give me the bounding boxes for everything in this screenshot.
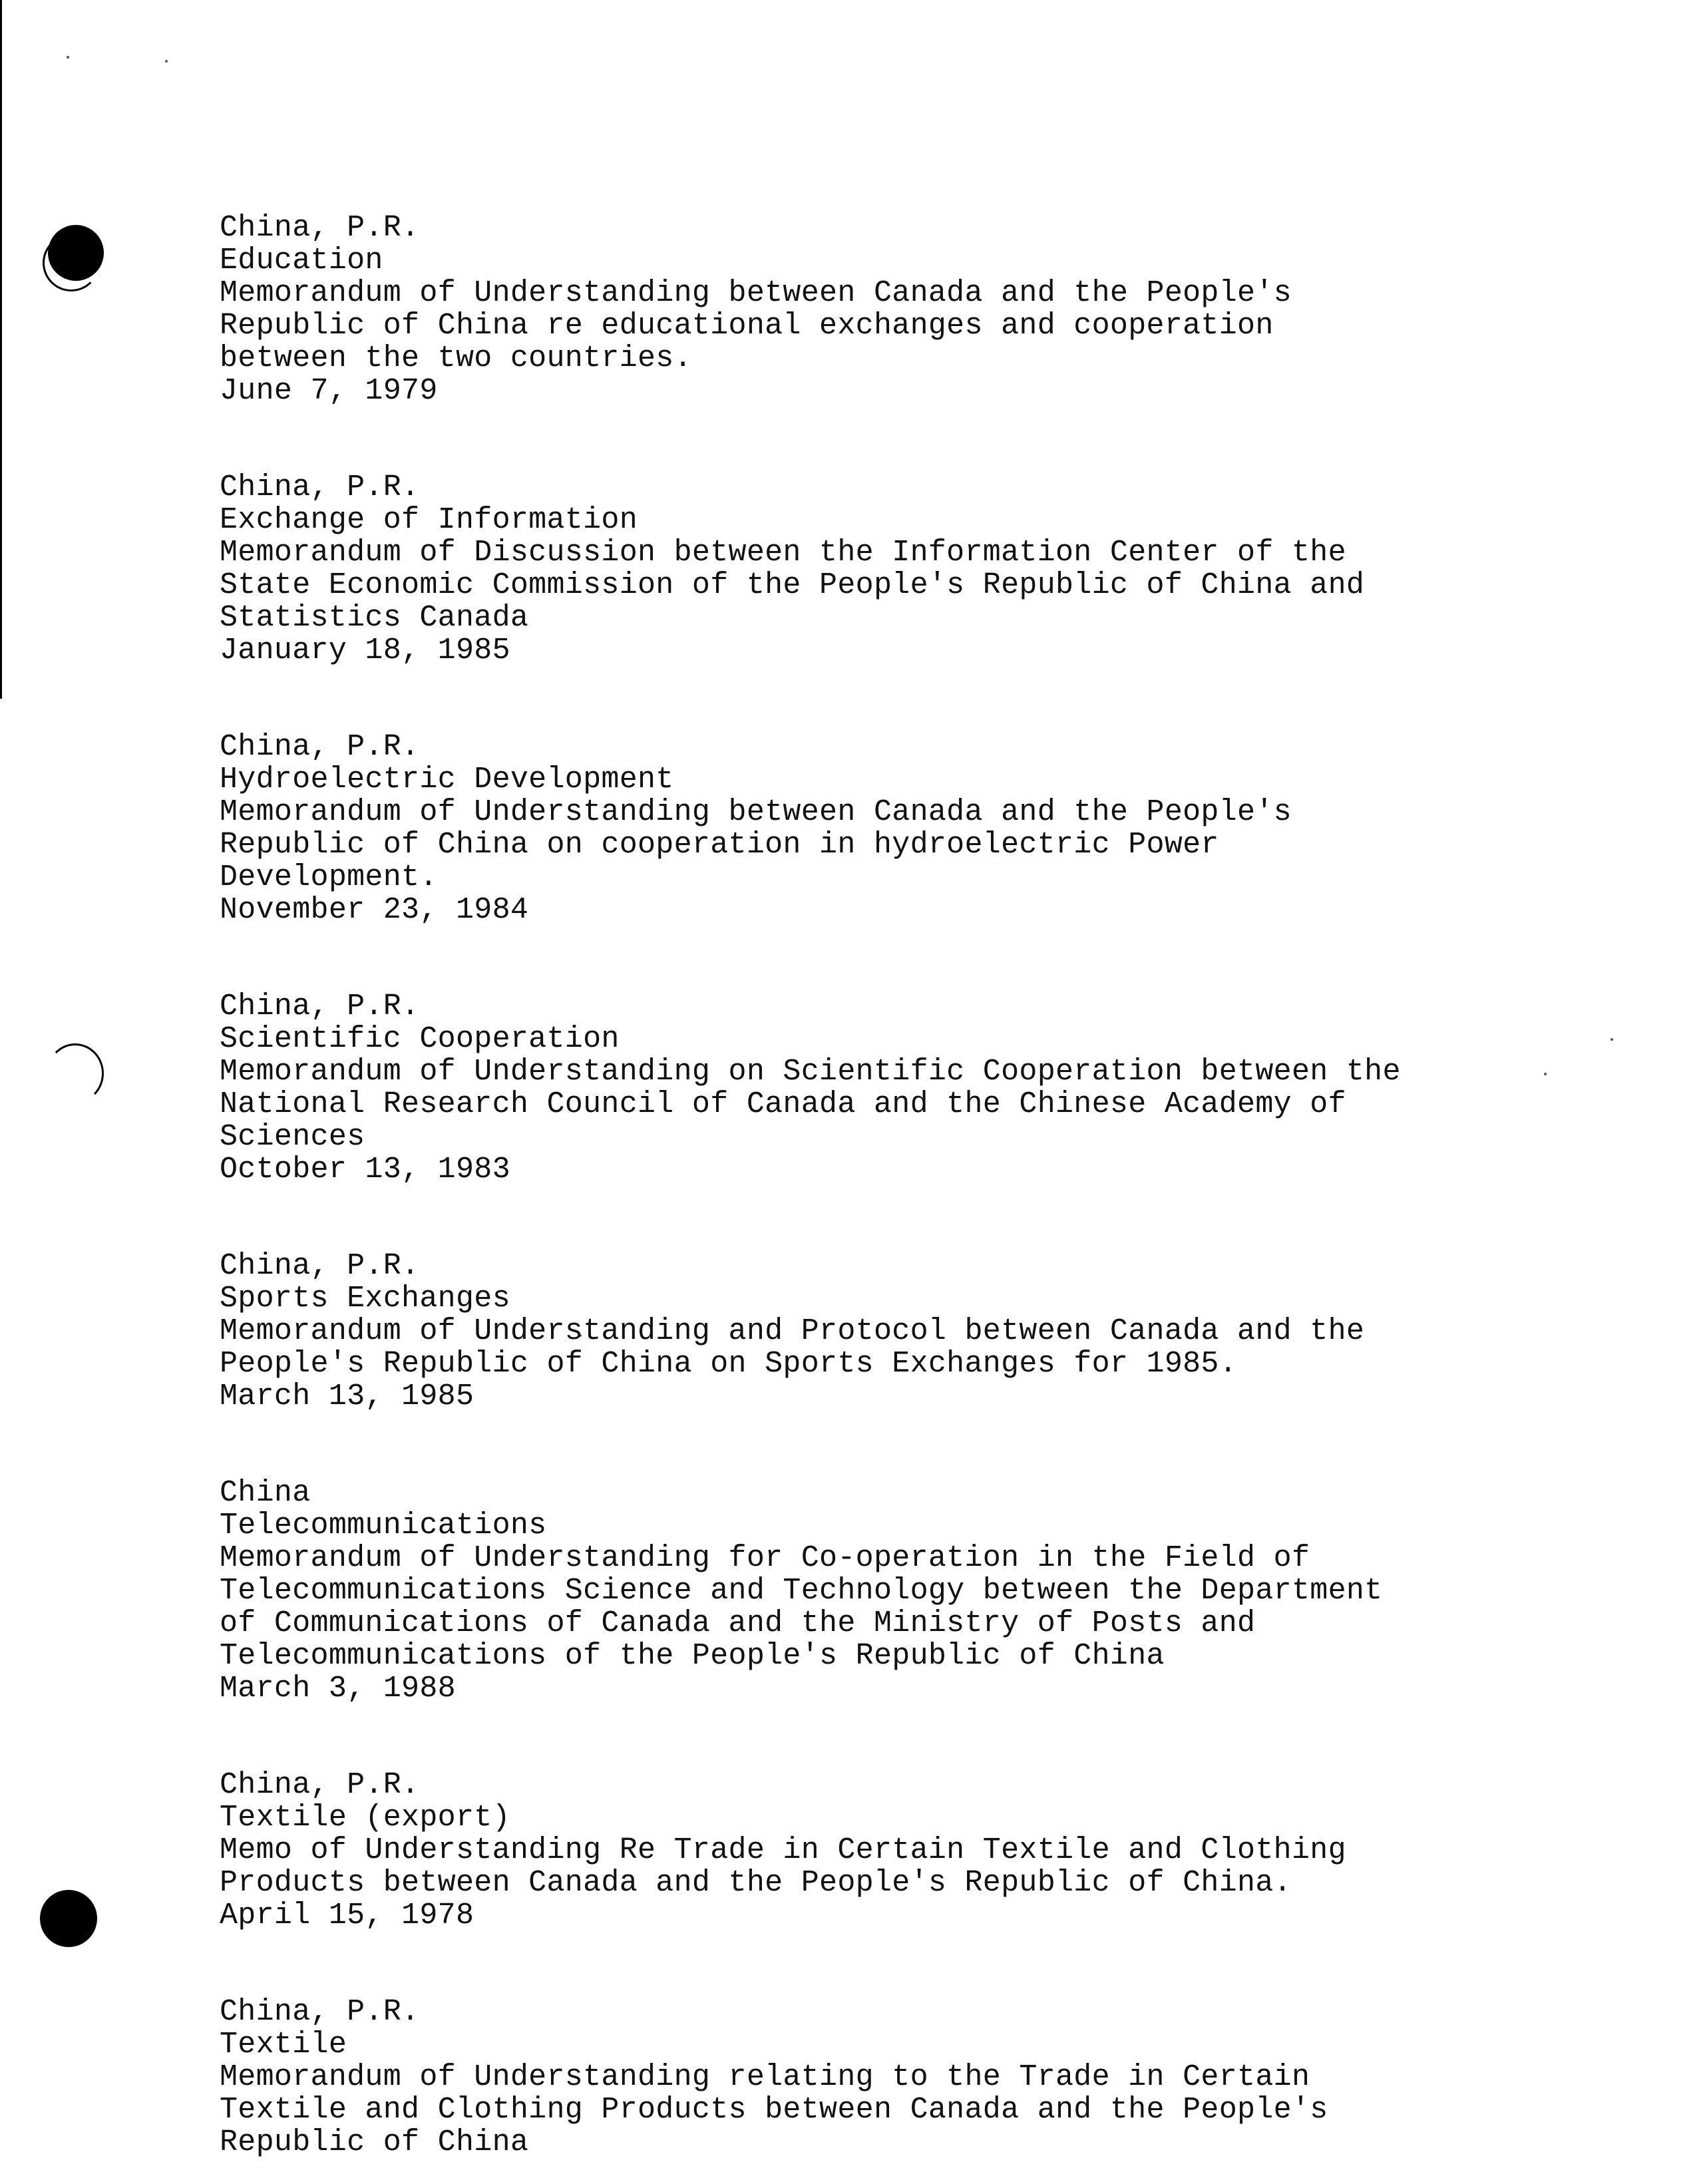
entry-subject: Hydroelectric Development — [220, 763, 674, 797]
agreement-entry — [220, 471, 1551, 667]
entry-country: China, P.R. — [220, 211, 420, 245]
entry-subject: Sports Exchanges — [220, 1282, 510, 1316]
entry-subject: Exchange of Information — [220, 503, 638, 537]
punch-hole-top-shadow — [43, 234, 100, 291]
agreement-entry — [220, 731, 1551, 926]
entry-description-line: between the two countries. — [220, 341, 692, 375]
entry-description-line: Sciences — [220, 1120, 365, 1154]
entry-subject: Textile (export) — [220, 1801, 510, 1835]
entry-country: China, P.R. — [220, 470, 420, 504]
entry-description-line: Memorandum of Understanding on Scientific Cooperation between the — [220, 1055, 1401, 1089]
entry-date: April 15, 1978 — [220, 1899, 474, 1932]
entry-description-line: Memorandum of Understanding relating to the Trade in Certain — [220, 2060, 1310, 2094]
scan-speck — [67, 56, 69, 59]
entry-description-line: People's Republic of China on Sports Exchanges for 1985. — [220, 1347, 1238, 1381]
entry-description-line: Products between Canada and the People's Republic of China. — [220, 1866, 1292, 1900]
agreement-entry — [220, 1477, 1551, 1705]
entry-description-line: Memorandum of Understanding between Canada and the People's — [220, 276, 1292, 310]
entry-description-line: Telecommunications Science and Technology between the Department — [220, 1574, 1383, 1608]
entry-country: China, P.R. — [220, 1995, 420, 2029]
agreement-list — [220, 212, 1551, 2159]
entry-country: China, P.R. — [220, 1249, 420, 1283]
entry-date: November 23, 1984 — [220, 893, 529, 927]
agreement-entry — [220, 1996, 1551, 2159]
entry-description-line: Memorandum of Discussion between the Information Center of the — [220, 536, 1346, 570]
entry-date: March 3, 1988 — [220, 1672, 456, 1706]
scan-speck — [1610, 1038, 1613, 1041]
entry-description-line: Statistics Canada — [220, 601, 529, 635]
entry-country: China, P.R. — [220, 730, 420, 764]
entry-subject: Telecommunications — [220, 1509, 547, 1543]
entry-subject: Textile — [220, 2028, 347, 2062]
entry-subject: Scientific Cooperation — [220, 1022, 620, 1056]
entry-date: October 13, 1983 — [220, 1153, 510, 1186]
entry-date: March 13, 1985 — [220, 1379, 474, 1413]
entry-description-line: Memorandum of Understanding between Canada and the People's — [220, 795, 1292, 829]
agreement-entry — [220, 1250, 1551, 1413]
entry-date: June 7, 1979 — [220, 374, 438, 408]
scan-speck — [165, 60, 168, 63]
punch-hole-middle — [47, 1043, 104, 1103]
entry-description-line: Republic of China — [220, 2125, 529, 2159]
entry-subject: Education — [220, 244, 383, 277]
entry-description-line: Telecommunications of the People's Republic of China — [220, 1639, 1165, 1673]
entry-country: China, P.R. — [220, 990, 420, 1023]
left-margin-rule — [0, 0, 2, 699]
entry-country: China — [220, 1476, 311, 1510]
agreement-entry — [220, 1769, 1551, 1932]
entry-description-line: State Economic Commission of the People's Republic of China and — [220, 568, 1365, 602]
entry-description-line: Memo of Understanding Re Trade in Certain Textile and Clothing — [220, 1833, 1346, 1867]
agreement-entry — [220, 990, 1551, 1186]
entry-description-line: Memorandum of Understanding and Protocol between Canada and the — [220, 1314, 1365, 1348]
agreement-entry — [220, 212, 1551, 407]
punch-hole-bottom — [40, 1890, 97, 1947]
entry-description-line: of Communications of Canada and the Ministry of Posts and — [220, 1606, 1256, 1640]
entry-description-line: Republic of China re educational exchanges and cooperation — [220, 309, 1274, 343]
entry-description-line: National Research Council of Canada and the Chinese Academy of — [220, 1087, 1346, 1121]
entry-description-line: Republic of China on cooperation in hydroelectric Power — [220, 828, 1219, 862]
entry-description-line: Memorandum of Understanding for Co-operation in the Field of — [220, 1541, 1310, 1575]
entry-description-line: Development. — [220, 860, 438, 894]
entry-country: China, P.R. — [220, 1768, 420, 1802]
entry-date: January 18, 1985 — [220, 634, 510, 667]
entry-description-line: Textile and Clothing Products between Canada and the People's — [220, 2093, 1328, 2127]
